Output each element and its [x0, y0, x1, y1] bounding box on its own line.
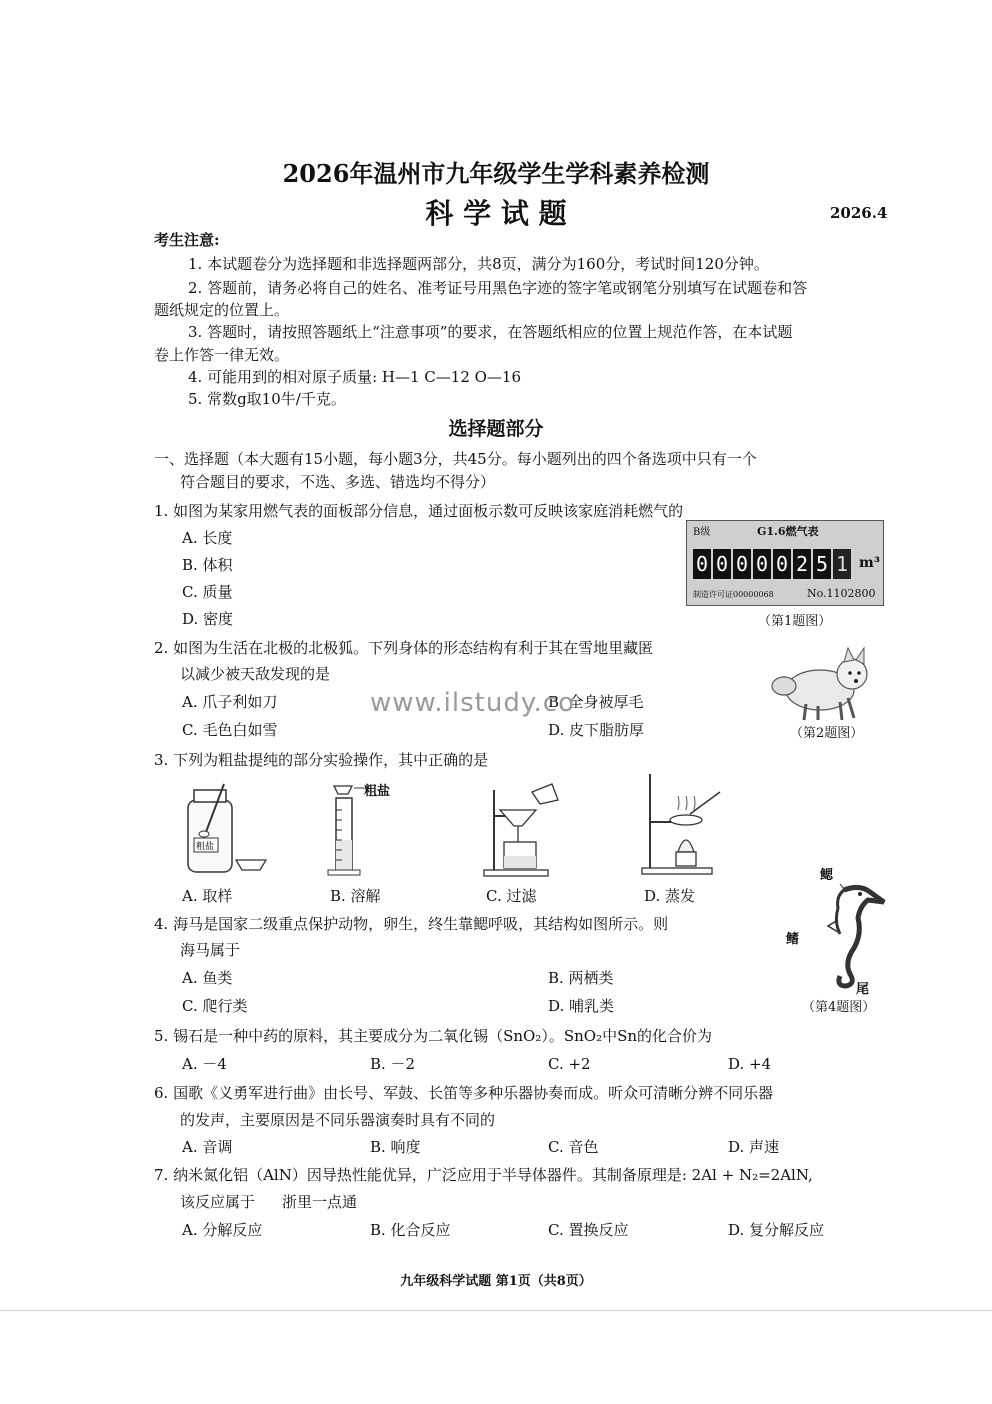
meter-unit: m³: [859, 555, 880, 571]
sampling-jar-figure: [180, 782, 270, 878]
meter-digit: 0: [713, 549, 731, 579]
filtration-figure: [480, 780, 570, 880]
q2-figure-caption: （第2题图）: [790, 726, 864, 741]
meter-digit-rolling: 1: [833, 549, 851, 579]
question-7-stem: 该反应属于: [180, 1193, 256, 1211]
q1-option-a: A. 长度: [182, 529, 233, 547]
q2-option-a: A. 爪子利如刀: [182, 693, 278, 711]
q5-option-b: B. －2: [370, 1055, 416, 1073]
q6-option-c: C. 音色: [548, 1138, 599, 1156]
question-1-stem: 1. 如图为某家用燃气表的面板部分信息，通过面板示数可反映该家庭消耗燃气的: [154, 502, 684, 520]
question-4-stem: 海马属于: [180, 941, 241, 959]
section-title: 选择题部分: [448, 418, 544, 440]
notice-item: 题纸规定的位置上。: [154, 301, 290, 319]
evaporation-figure: [640, 770, 730, 880]
jar-label: 粗盐: [196, 842, 215, 852]
notice-item: 2. 答题前，请务必将自己的姓名、准考证号用黑色字迹的签字笔或钢笔分别填写在试题卷和答: [188, 279, 808, 297]
q3-option-b: B. 溶解: [330, 887, 381, 905]
notice-item: 卷上作答一律无效。: [154, 346, 290, 364]
meter-digit: 0: [773, 549, 791, 579]
q1-option-d: D. 密度: [182, 610, 234, 628]
q4-option-a: A. 鱼类: [182, 969, 233, 987]
meter-digit: 0: [733, 549, 751, 579]
part-one-instruction: 一、选择题（本大题有15小题，每小题3分，共45分。每小题列出的四个备选项中只有一个: [154, 450, 757, 468]
meter-grade: B级: [693, 527, 711, 538]
q7-option-a: A. 分解反应: [182, 1221, 263, 1239]
question-3-stem: 3. 下列为粗盐提纯的部分实验操作，其中正确的是: [154, 751, 489, 769]
q6-option-d: D. 声速: [728, 1138, 780, 1156]
q1-option-b: B. 体积: [182, 556, 233, 574]
question-5-stem: 5. 锡石是一种中药的原料，其主要成分为二氧化锡（SnO₂）。SnO₂中Sn的化合价为: [154, 1027, 713, 1045]
meter-model: G1.6燃气表: [757, 525, 819, 538]
q3-option-d: D. 蒸发: [644, 887, 696, 905]
q2-option-c: C. 毛色白如雪: [182, 721, 278, 739]
notice-item: 5. 常数g取10牛/千克。: [188, 390, 346, 408]
gas-meter-figure: [686, 520, 884, 606]
q1-option-c: C. 质量: [182, 583, 233, 601]
notice-item: 1. 本试题卷分为选择题和非选择题两部分，共8页，满分为160分，考试时间120分钟。: [188, 255, 769, 273]
page-edge-divider: [0, 1310, 992, 1311]
seahorse-figure: [800, 876, 886, 992]
question-2-stem: 以减少被天敌发现的是: [180, 665, 331, 683]
q7-option-c: C. 置换反应: [548, 1221, 629, 1239]
q4-option-c: C. 爬行类: [182, 997, 248, 1015]
exam-date: 2026.4: [830, 204, 888, 222]
q5-option-a: A. －4: [182, 1055, 227, 1073]
label-salt: 粗盐: [364, 784, 391, 799]
q5-option-d: D. +4: [728, 1055, 772, 1073]
q7-option-d: D. 复分解反应: [728, 1221, 825, 1239]
meter-digit: 2: [793, 549, 811, 579]
stamp-text: 浙里一点通: [282, 1193, 358, 1211]
meter-digit: 0: [753, 549, 771, 579]
meter-digit: 0: [693, 549, 711, 579]
question-2-stem: 2. 如图为生活在北极的北极狐。下列身体的形态结构有利于其在雪地里藏匿: [154, 639, 654, 657]
label-tail: 尾: [856, 982, 870, 997]
notice-item: 3. 答题时，请按照答题纸上“注意事项”的要求，在答题纸相应的位置上规范作答，在本试题: [188, 323, 793, 341]
q5-option-c: C. +2: [548, 1055, 591, 1073]
q3-option-a: A. 取样: [182, 887, 233, 905]
q4-figure-caption: （第4题图）: [802, 1000, 876, 1015]
exam-subtitle: 科 学 试 题: [425, 197, 567, 230]
q1-figure-caption: （第1题图）: [758, 614, 832, 629]
notice-heading: 考生注意:: [154, 231, 220, 249]
question-6-stem: 6. 国歌《义勇军进行曲》由长号、军鼓、长笛等多种乐器协奏而成。听众可清晰分辨不同乐器: [154, 1084, 774, 1102]
q2-option-d: D. 皮下脂肪厚: [548, 721, 645, 739]
exam-title: 2026年温州市九年级学生学科素养检测: [282, 159, 710, 188]
page-footer: 九年级科学试题 第1页（共8页）: [400, 1274, 592, 1289]
q3-option-c: C. 过滤: [486, 887, 537, 905]
meter-serial: No.1102800: [807, 587, 876, 600]
q7-option-b: B. 化合反应: [370, 1221, 451, 1239]
q4-option-b: B. 两栖类: [548, 969, 614, 987]
q6-option-a: A. 音调: [182, 1138, 233, 1156]
part-one-instruction: 符合题目的要求，不选、多选、错选均不得分）: [180, 473, 496, 491]
notice-item: 4. 可能用到的相对原子质量: H—1 C—12 O—16: [188, 368, 522, 386]
q6-option-b: B. 响度: [370, 1138, 421, 1156]
arctic-fox-figure: [770, 640, 882, 722]
meter-digit: 5: [813, 549, 831, 579]
question-4-stem: 4. 海马是国家二级重点保护动物，卵生，终生靠鳃呼吸，其结构如图所示。则: [154, 915, 669, 933]
meter-permit: 制造许可证00000068: [693, 590, 774, 599]
q4-option-d: D. 哺乳类: [548, 997, 615, 1015]
label-gill: 鳃: [820, 868, 834, 883]
watermark: www.ilstudy.co: [370, 688, 575, 718]
question-6-stem: 的发声，主要原因是不同乐器演奏时具有不同的: [180, 1111, 496, 1129]
q2-option-b: B. 全身被厚毛: [548, 693, 644, 711]
question-7-stem: 7. 纳米氮化铝（AlN）因导热性能优异，广泛应用于半导体器件。其制备原理是: 2Al + N₂=2AlN,: [154, 1166, 813, 1184]
label-fin: 鳍: [786, 932, 800, 947]
